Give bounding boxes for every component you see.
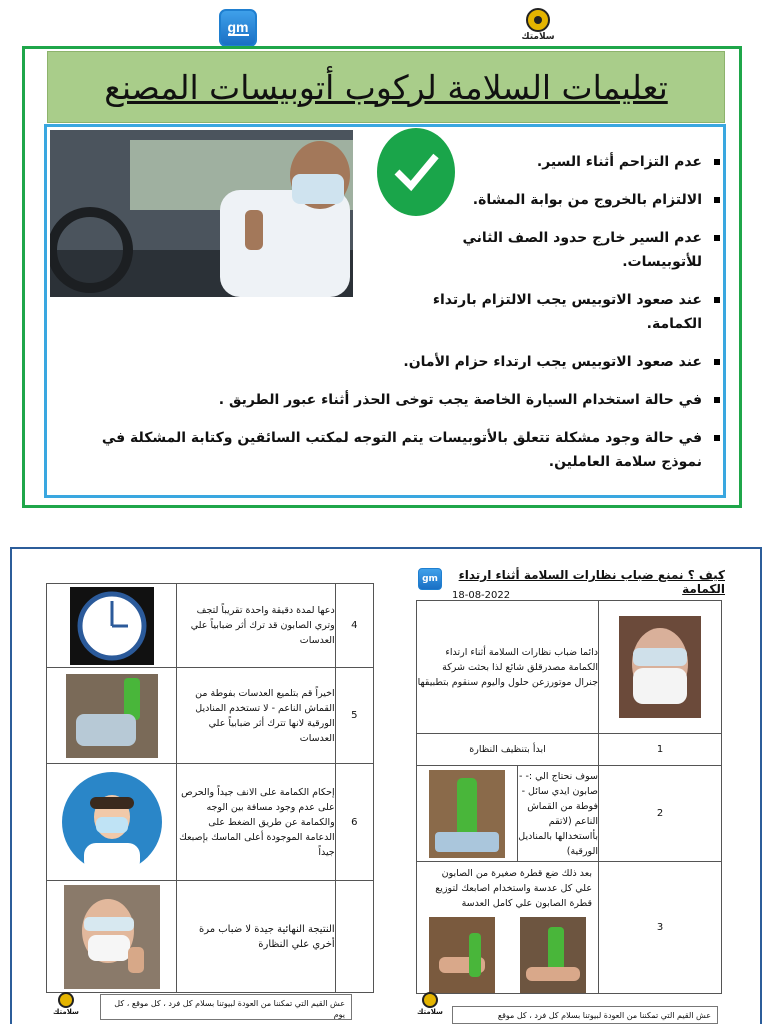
hands-photo <box>429 917 495 993</box>
right-footer-logo <box>412 992 448 1017</box>
step-text: ابدأ بتنظيف النظارة <box>417 734 599 766</box>
rule-item: عند صعود الاتوبيس يجب ارتداء حزام الأمان. <box>402 350 720 374</box>
photo-cell <box>417 766 518 862</box>
step-content <box>417 862 599 994</box>
table-row <box>417 766 722 862</box>
rule-item: في حالة وجود مشكلة تتعلق بالأتوبيسات يتم التوجه لمكتب السائقين وكتابة المشكلة في نموذج سلامة العاملين. <box>60 426 720 474</box>
left-footer-logo <box>48 992 84 1017</box>
step-number <box>335 881 373 993</box>
steering-wheel-icon <box>526 8 550 32</box>
photo-cell <box>599 601 722 734</box>
left-steps-table <box>46 583 374 993</box>
table-row <box>417 862 722 994</box>
photo-cell <box>47 668 177 764</box>
table-row <box>47 584 374 668</box>
intro-text: دائما ضباب نظارات السلامة أثناء ارتداء الكمامة مصدرقلق شائع لذا بحثت شركة جنرال موتورزعن حلول واليوم سنقوم بتطبيقها <box>417 601 599 734</box>
mask-fitting-illustration <box>60 771 164 873</box>
footer-logo-text: سلامتك <box>417 1008 443 1016</box>
doc-title: كيف ؟ نمنع ضباب نظارات السلامة أثناء ارتداء الكمامة <box>458 568 725 596</box>
step-text: بعد ذلك ضع قطرة صغيرة من الصابون علي كل عدسة واستخدام اصابعك لتوزيع قطرة الصابون علي كامل العدسة <box>435 868 592 909</box>
step-number: 4 <box>335 584 373 668</box>
rule-item: عدم التزاحم أثناء السير. <box>452 150 720 174</box>
table-row <box>47 764 374 881</box>
photo-cell <box>47 764 177 881</box>
right-footer-note: عش القيم التي تمكننا من العودة لبيوتنا بسلام كل فرد ، كل موقع <box>452 1006 718 1024</box>
cleaning-photo <box>66 674 158 758</box>
table-row <box>417 734 722 766</box>
title-band <box>47 51 725 123</box>
steering-wheel-icon <box>422 992 438 1008</box>
right-steps-table <box>416 600 722 994</box>
step-number: 5 <box>335 668 373 764</box>
step-text: سوف نحتاج الي :- - صابون ايدي سائل - فوطة من القماش الناعم (لاتقم بأاستخدالها بالمناديل الورقية) <box>518 766 599 862</box>
doc-date: 18-08-2022 <box>452 590 511 601</box>
rule-item: عند صعود الاتوبيس يجب الالتزام بارتداء الكمامة. <box>382 288 720 336</box>
photo-cell <box>47 881 177 993</box>
rules-list <box>60 150 720 474</box>
photo-cell <box>47 584 177 668</box>
steering-wheel-icon <box>58 992 74 1008</box>
clock-icon <box>70 587 154 665</box>
table-row <box>417 601 722 734</box>
step-number: 6 <box>335 764 373 881</box>
hands-photo <box>520 917 586 993</box>
left-footer-note: عش القيم التي تمكننا من العودة لبيوتنا بسلام كل فرد ، كل موقع ، كل يوم <box>100 994 352 1020</box>
result-photo <box>64 885 160 989</box>
step-number: 1 <box>599 734 722 766</box>
step-text: إحكام الكمامة على الانف جيداً والحرص على عدم وجود مسافة بين الوجه والكمامة عن طريق الضغط على الدعامة الموجودة أعلى الماسك بإصبعك جيداً <box>177 764 335 881</box>
table-row <box>47 668 374 764</box>
soap-photo <box>429 770 505 858</box>
doc-gm-logo: gm <box>418 568 442 590</box>
footer-logo-text: سلامتك <box>53 1008 79 1016</box>
salamtak-logo-text: سلامتك <box>521 32 555 42</box>
table-row <box>47 881 374 993</box>
step-text: اخيراً قم بتلميع العدسات بفوطة من القماش الناعم - لا تستخدم المناديل الورقية لانها تترك أثر ضبابياً علي العدسات <box>177 668 335 764</box>
step-text: النتيجة النهائية جيدة لا ضباب مرة أخري علي النظارة <box>177 881 335 993</box>
rule-item: عدم السير خارج حدود الصف الثاني للأتوبيسات. <box>402 226 720 274</box>
step-number: 3 <box>599 862 722 994</box>
rule-item: الالتزام بالخروج من بوابة المشاة. <box>462 188 720 212</box>
step-text: دعها لمدة دقيقة واحدة تقريباً لتجف وتري الصابون قد ترك أثر ضبابياً علي العدسات <box>177 584 335 668</box>
woman-mask-photo <box>619 616 701 718</box>
step-photos <box>417 917 598 993</box>
salamtak-logo <box>518 8 558 48</box>
step-number: 2 <box>599 766 722 862</box>
rule-item: في حالة استخدام السيارة الخاصة يجب توخى الحذر أثناء عبور الطريق . <box>60 388 720 412</box>
gm-logo: gm <box>219 9 257 47</box>
poster-title: تعليمات السلامة لركوب أتوبيسات المصنع <box>104 67 668 107</box>
